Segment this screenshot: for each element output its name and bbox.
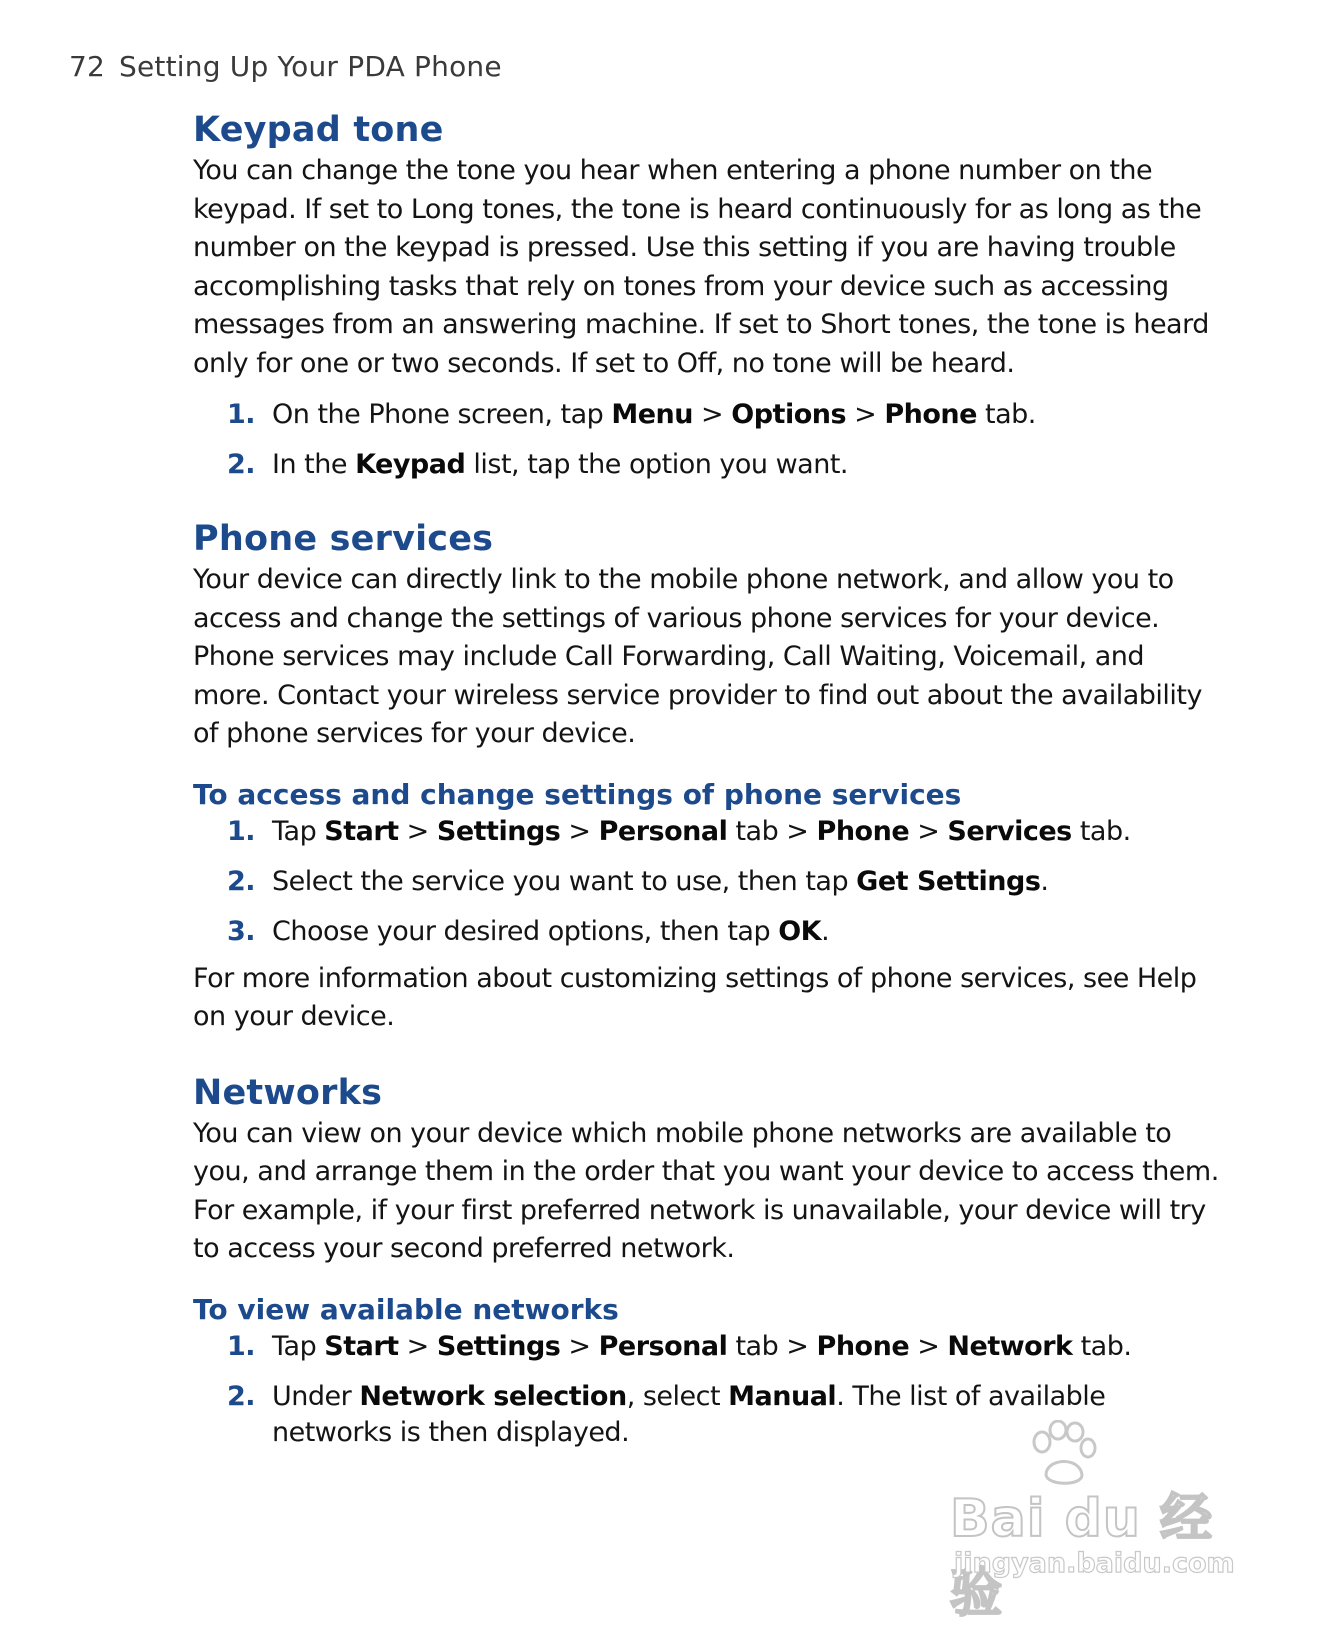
step-text: Tap <box>272 815 325 847</box>
services-steps-list <box>193 814 1223 950</box>
page-number: 72 <box>69 50 106 83</box>
page-content <box>193 108 1223 1451</box>
step-number: 1. <box>227 1330 256 1362</box>
ui-term: Phone <box>816 1330 910 1362</box>
step-text: Choose your desired options, then tap <box>272 915 779 947</box>
ui-term: Phone <box>816 815 910 847</box>
step-text: tab. <box>1071 815 1131 847</box>
networks-paragraph: You can view on your device which mobile phone networks are available to you, and arrange them in the order that you want your device to access them. For example, if your first preferred network is unavailable, your device will try to access your second preferred network. <box>193 1117 1219 1264</box>
keypad-steps-list <box>193 397 1223 483</box>
baidu-watermark <box>950 1420 1260 1624</box>
ui-term: Network selection <box>359 1380 627 1412</box>
chapter-title: Setting Up Your PDA Phone <box>119 50 502 83</box>
step-text: > <box>909 815 948 847</box>
step-text: In the <box>272 449 356 480</box>
phone-services-paragraph: Your device can directly link to the mobile phone network, and allow you to access and change the settings of various phone services for your device. Phone services may include Call Forwarding, Call Waiting, Voicemail, and more. Contact your wireless service provider to find out about the availability of phone services for your device. <box>193 564 1202 749</box>
ui-term: Get Settings <box>856 865 1041 897</box>
step-text: > <box>560 815 599 847</box>
step-text: tab > <box>727 815 817 847</box>
step-text: , select <box>626 1380 729 1412</box>
step-item <box>193 914 1223 950</box>
ui-term: OK <box>778 915 822 947</box>
step-text: > <box>692 399 732 430</box>
step-text: tab. <box>1072 1330 1132 1362</box>
step-text: tab > <box>727 1330 817 1362</box>
step-item <box>193 864 1223 900</box>
step-text: Select the service you want to use, then tap <box>272 865 857 897</box>
step-text: > <box>398 1330 437 1362</box>
section-networks <box>193 1071 1223 1451</box>
ui-term: Personal <box>598 815 728 847</box>
heading-phone-services: Phone services <box>193 519 494 559</box>
keypad-tone-paragraph: You can change the tone you hear when entering a phone number on the keypad. If set to Long tones, the tone is heard continuously for as long as the number on the keypad is pressed. Use this setting if you are having trouble accomplishing tasks that rely on tones from your device such as accessing messages from an answering machine. If set to Short tones, the tone is heard only for one or two seconds. If set to Off, no tone will be heard. <box>193 155 1209 379</box>
step-text: > <box>909 1330 948 1362</box>
step-text: On the Phone screen, tap <box>272 399 612 430</box>
ui-term: Keypad <box>355 449 466 480</box>
ui-term: Manual <box>728 1380 837 1412</box>
ui-term: Phone <box>884 399 977 430</box>
step-item <box>193 814 1223 850</box>
step-text: . <box>821 915 830 947</box>
step-number: 2. <box>227 865 256 897</box>
ui-term: Personal <box>598 1330 728 1362</box>
watermark-url: jingyan.baidu.com <box>954 1548 1235 1579</box>
ui-term: Network <box>947 1330 1073 1362</box>
step-number: 1. <box>227 815 256 847</box>
watermark-logo: Bai du 经验 <box>950 1489 1213 1624</box>
services-footer-paragraph: For more information about customizing settings of phone services, see Help on your device. <box>193 962 1197 1032</box>
section-keypad-tone <box>193 108 1223 483</box>
step-text: Tap <box>272 1330 325 1362</box>
ui-term: Services <box>947 815 1072 847</box>
step-text: . <box>1040 865 1049 897</box>
heading-keypad-tone: Keypad tone <box>193 110 444 150</box>
step-text: > <box>398 815 437 847</box>
step-text: > <box>560 1330 599 1362</box>
step-number: 1. <box>227 399 256 430</box>
step-text: tab. <box>976 399 1036 430</box>
step-number: 2. <box>227 1380 256 1412</box>
step-text: list, tap the option you want. <box>465 449 849 480</box>
ui-term: Options <box>731 399 847 430</box>
step-text: > <box>846 399 885 430</box>
step-number: 3. <box>227 915 256 947</box>
step-item <box>193 1329 1223 1365</box>
step-item <box>193 397 1223 433</box>
subheading-access-services: To access and change settings of phone services <box>193 777 962 811</box>
step-text: Under <box>272 1380 360 1412</box>
ui-term: Start <box>324 815 399 847</box>
running-header <box>69 50 502 83</box>
subheading-view-networks: To view available networks <box>193 1292 619 1326</box>
ui-term: Menu <box>611 399 693 430</box>
section-phone-services <box>193 517 1223 1037</box>
ui-term: Settings <box>436 1330 561 1362</box>
ui-term: Settings <box>436 815 561 847</box>
ui-term: Start <box>324 1330 399 1362</box>
step-text: . The list of available networks is then displayed. <box>272 1380 1106 1448</box>
step-item <box>193 447 1223 483</box>
heading-networks: Networks <box>193 1072 383 1113</box>
step-number: 2. <box>227 449 256 480</box>
